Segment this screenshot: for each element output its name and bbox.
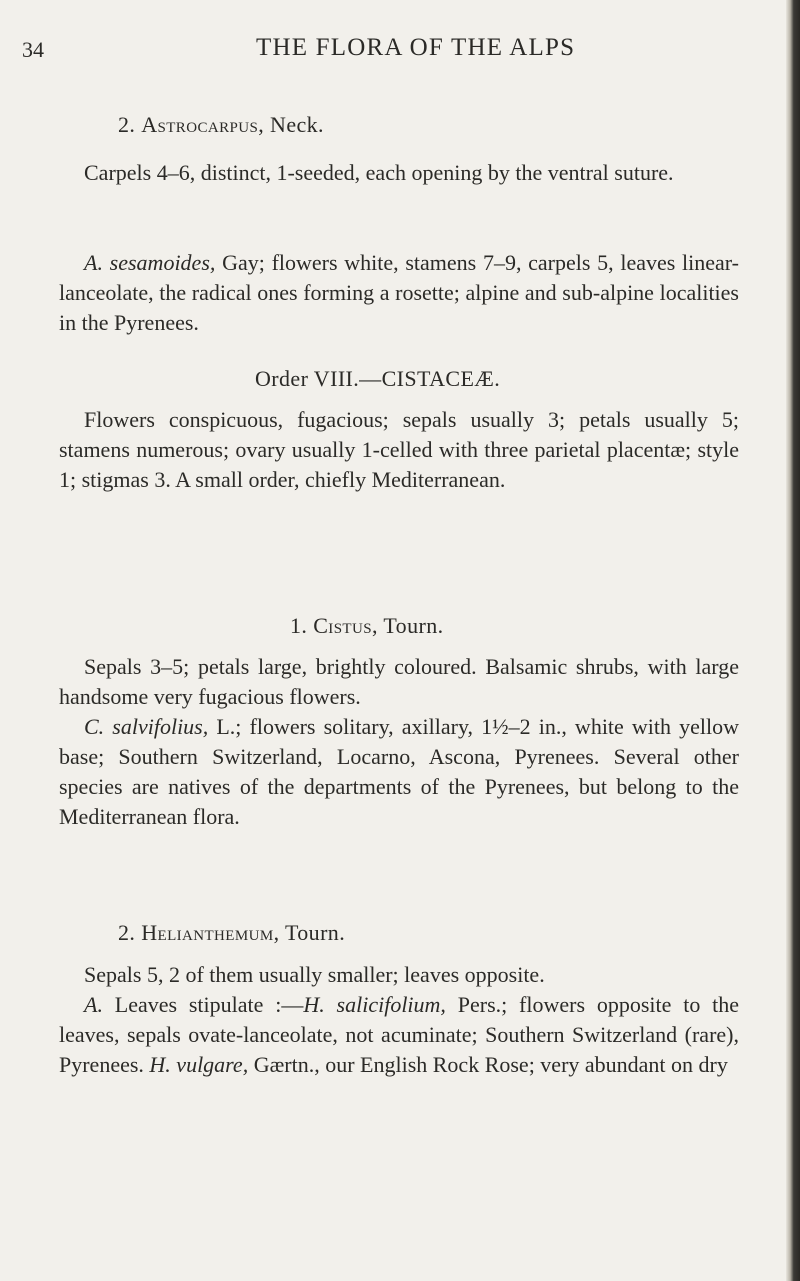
- genus-heading-cistus: 1. Cistus, Tourn.: [290, 613, 444, 638]
- cistus-description: [59, 652, 739, 712]
- cistus-species: [59, 712, 739, 832]
- species-text: Pers.; flowers opposite to the leaves, sepals ovate-lanceolate, not acuminate; Southern Switzerland (rare), Pyrenees.: [59, 992, 740, 1077]
- page-number: 34: [22, 37, 44, 62]
- section-intro: Leaves stipulate :—: [114, 992, 304, 1017]
- section-abbr: A.: [84, 992, 103, 1017]
- genus-number: 1.: [290, 613, 308, 638]
- helianthemum-species: [59, 990, 739, 1080]
- paragraph: Flowers conspicuous, fugacious; sepals usually 3; petals usually 5; stamens numerous; ovary usually 1-celled with three parietal placentæ; style 1; stigmas 3. A small order, chiefly Mediterranean.: [59, 407, 739, 492]
- genus-name: Helianthemum: [141, 920, 274, 945]
- species-paragraph: [59, 712, 739, 832]
- page-edge-shadow: [786, 0, 800, 1281]
- paragraph: Sepals 3–5; petals large, brightly coloured. Balsamic shrubs, with large handsome very fugacious flowers.: [59, 654, 739, 709]
- astrocarpus-description: [59, 158, 739, 188]
- species-text: Gay; flowers white, stamens 7–9, carpels 5, leaves linear-lanceolate, the radical ones forming a rosette; alpine and sub-alpine localities in the Pyrenees.: [59, 250, 740, 335]
- astrocarpus-species: [59, 248, 739, 338]
- species-text: L.; flowers solitary, axillary, 1½–2 in., white with yellow base; Southern Switzerland, Locarno, Ascona, Pyrenees. Several other species are natives of the departments of the Pyrenees, but belong to the Mediterranean flora.: [59, 714, 740, 829]
- species-abbr: C.: [84, 714, 105, 739]
- species-name: H. salicifolium,: [303, 992, 446, 1017]
- species-name: salvifolius,: [112, 714, 209, 739]
- paragraph: Sepals 5, 2 of them usually smaller; leaves opposite.: [84, 962, 545, 987]
- genus-heading-helianthemum: 2. Helianthemum, Tourn.: [118, 920, 346, 945]
- genus-number: 2.: [118, 920, 136, 945]
- running-title: THE FLORA OF THE ALPS: [256, 34, 576, 61]
- species-name: sesamoides,: [109, 250, 216, 275]
- order-heading: Order VIII.—CISTACEÆ.: [255, 366, 501, 391]
- species-abbr: A.: [84, 250, 103, 275]
- species-name: H. vulgare,: [149, 1052, 249, 1077]
- species-text: Gærtn., our English Rock Rose; very abundant on dry: [253, 1052, 728, 1077]
- paragraph: Carpels 4–6, distinct, 1-seeded, each opening by the ventral suture.: [84, 160, 674, 185]
- helianthemum-description: [59, 960, 739, 990]
- genus-author: Tourn.: [383, 613, 444, 638]
- order-description: [59, 405, 739, 495]
- species-paragraph: [59, 248, 739, 338]
- species-paragraph: [59, 990, 739, 1080]
- genus-heading-astrocarpus: 2. Astrocarpus, Neck.: [118, 112, 324, 137]
- genus-author: Neck.: [270, 112, 324, 137]
- genus-number: 2.: [118, 112, 136, 137]
- genus-name: Cistus: [313, 613, 372, 638]
- running-header: [0, 34, 800, 64]
- genus-name: Astrocarpus: [141, 112, 259, 137]
- genus-author: Tourn.: [284, 920, 346, 945]
